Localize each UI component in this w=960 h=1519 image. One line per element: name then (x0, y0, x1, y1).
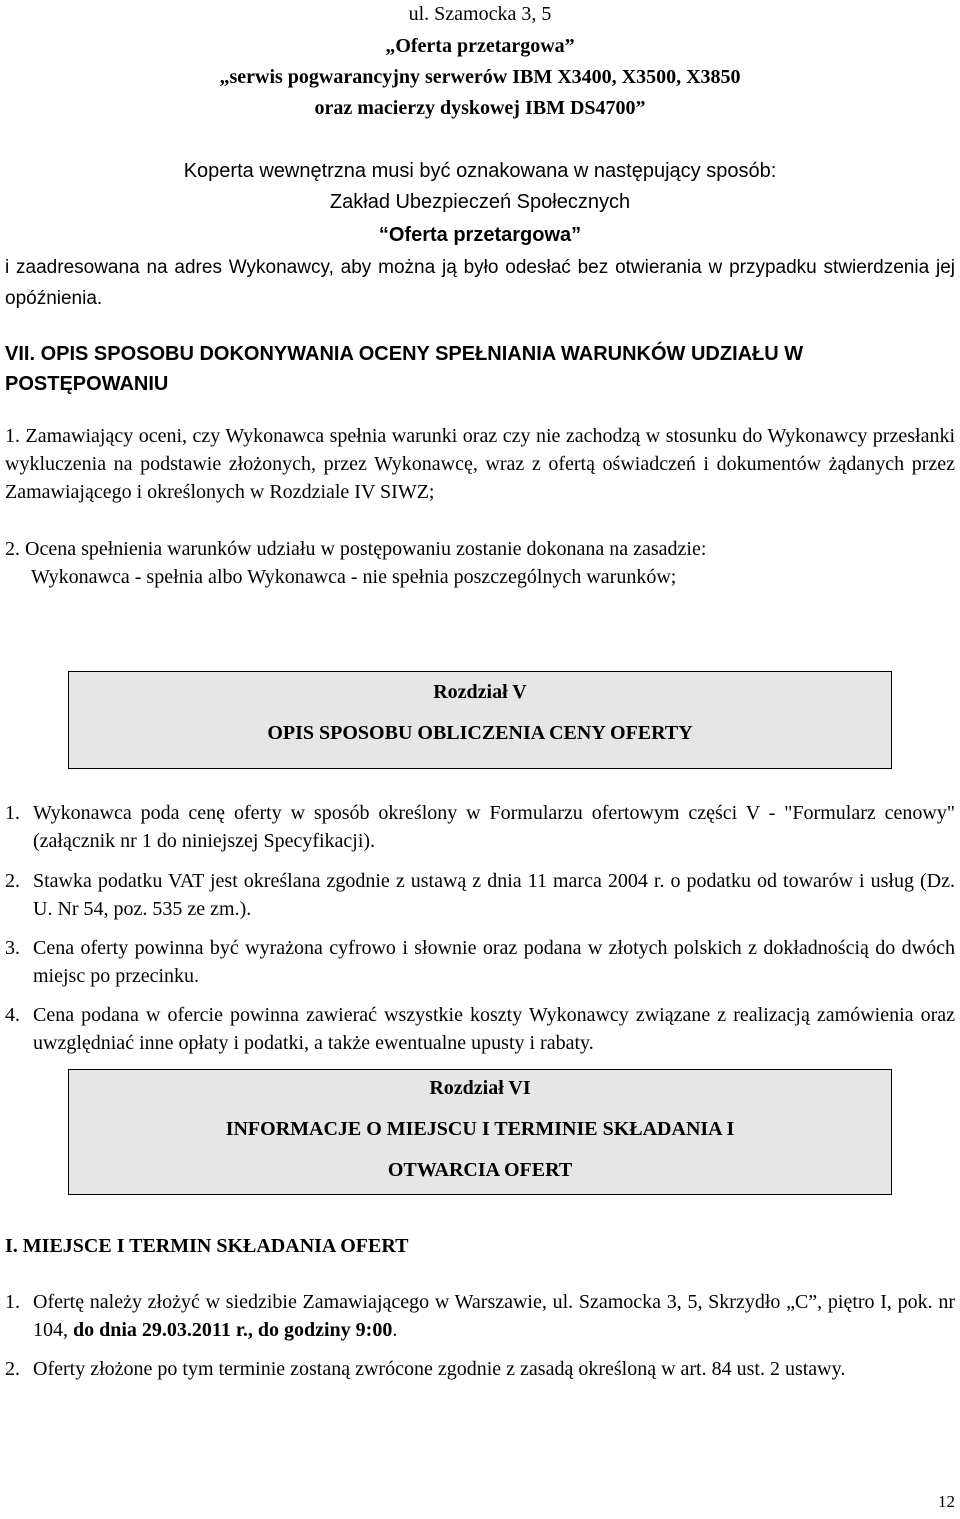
list-item-number: 2. (5, 870, 20, 892)
list-item-text: Wykonawca poda cenę oferty w sposób określony w Formularzu ofertowym części V - "Formularz cenowy" (załącznik nr 1 do niniejszej Specyfikacji). (33, 802, 955, 852)
list-item-text: Cena oferty powinna być wyrażona cyfrowo i słownie oraz podana w złotych polskich z dokładnością do dwóch miejsc po przecinku. (33, 937, 955, 987)
list-item-number: 1. (5, 1291, 20, 1313)
list-item (5, 799, 955, 855)
section-vii-paragraph-1: 1. Zamawiający oceni, czy Wykonawca spełnia warunki oraz czy nie zachodzą w stosunku do Wykonawcy przesłanki wykluczenia na podstawie złożonych, przez Wykonawcę, wraz z ofertą oświadczeń i dokumentów żądanych przez Zamawiającego i określonych w Rozdziale IV SIWZ; (5, 425, 955, 503)
list-item (5, 1355, 955, 1383)
list-item (5, 867, 955, 923)
list-item-text: Stawka podatku VAT jest określana zgodnie z ustawą z dnia 11 marca 2004 r. o podatku od towarów i usług (Dz. U. Nr 54, poz. 535 ze zm.). (33, 870, 955, 920)
address-note: i zaadresowana na adres Wykonawcy, aby można ją było odesłać bez otwierania w przypadku stwierdzenia jej opóźnienia. (5, 257, 955, 309)
list-item-text: Cena podana w ofercie powinna zawierać wszystkie koszty Wykonawcy związane z realizacją zamówienia oraz uwzględniać inne opłaty i podatki, a także ewentualne upusty i rabaty. (33, 1004, 955, 1054)
list-item (5, 1001, 955, 1057)
list-item-number: 2. (5, 1358, 20, 1380)
chapter-vi-subtitle-line-2: OTWARCIA OFERT (387, 1159, 573, 1181)
chapter-vi-title: Rozdział VI (429, 1077, 531, 1099)
chapter-v-box (68, 671, 892, 769)
inner-envelope-note: Koperta wewnętrzna musi być oznakowana w następujący sposób: (183, 160, 777, 182)
list-item-number: 3. (5, 937, 20, 959)
list-item-number: 4. (5, 1004, 20, 1026)
chapter-v-title: Rozdział V (433, 681, 527, 703)
institution-name: Zakład Ubezpieczeń Społecznych (329, 191, 631, 213)
section-vii-title: VII. OPIS SPOSOBU DOKONYWANIA OCENY SPEŁNIANIA WARUNKÓW UDZIAŁU W POSTĘPOWANIU (5, 343, 804, 395)
chapter-v-subtitle: OPIS SPOSOBU OBLICZENIA CENY OFERTY (267, 722, 693, 744)
section-vii-paragraph-2-line-2: Wykonawca - spełnia albo Wykonawca - nie spełnia poszczególnych warunków; (31, 566, 677, 588)
chapter-vi-subtitle-line-1: INFORMACJE O MIEJSCU I TERMINIE SKŁADANIA I (225, 1118, 735, 1140)
address-line: ul. Szamocka 3, 5 (408, 3, 552, 25)
offer-label-2: “Oferta przetargowa” (378, 224, 582, 246)
page-number: 12 (938, 1492, 955, 1511)
submission-deadline: do dnia 29.03.2011 r., do godziny 9:00 (73, 1319, 393, 1341)
service-line-2: oraz macierzy dyskowej IBM DS4700” (314, 97, 646, 119)
submission-end: . (392, 1319, 398, 1341)
service-line-1: „serwis pogwarancyjny serwerów IBM X3400, X3500, X3850 (219, 66, 741, 88)
list-item-number: 1. (5, 802, 20, 824)
list-item (5, 1288, 955, 1344)
chapter-vi-box (68, 1069, 892, 1195)
offer-label: „Oferta przetargowa” (385, 35, 575, 57)
list-item-text: Oferty złożone po tym terminie zostaną zwrócone zgodnie z zasadą określoną w art. 84 ust. 2 ustawy. (33, 1358, 846, 1380)
list-item-text (33, 1288, 955, 1344)
section-vii-paragraph-2-line-1: 2. Ocena spełnienia warunków udziału w postępowaniu zostanie dokonana na zasadzie: (5, 538, 707, 560)
submission-place-text: Ofertę należy złożyć w siedzibie Zamawiającego w Warszawie, ul. Szamocka 3, 5, Skrzydło „C”, piętro I, pok. nr 104, (33, 1291, 955, 1341)
list-item (5, 934, 955, 990)
section-i-title: I. MIEJSCE I TERMIN SKŁADANIA OFERT (5, 1235, 409, 1257)
